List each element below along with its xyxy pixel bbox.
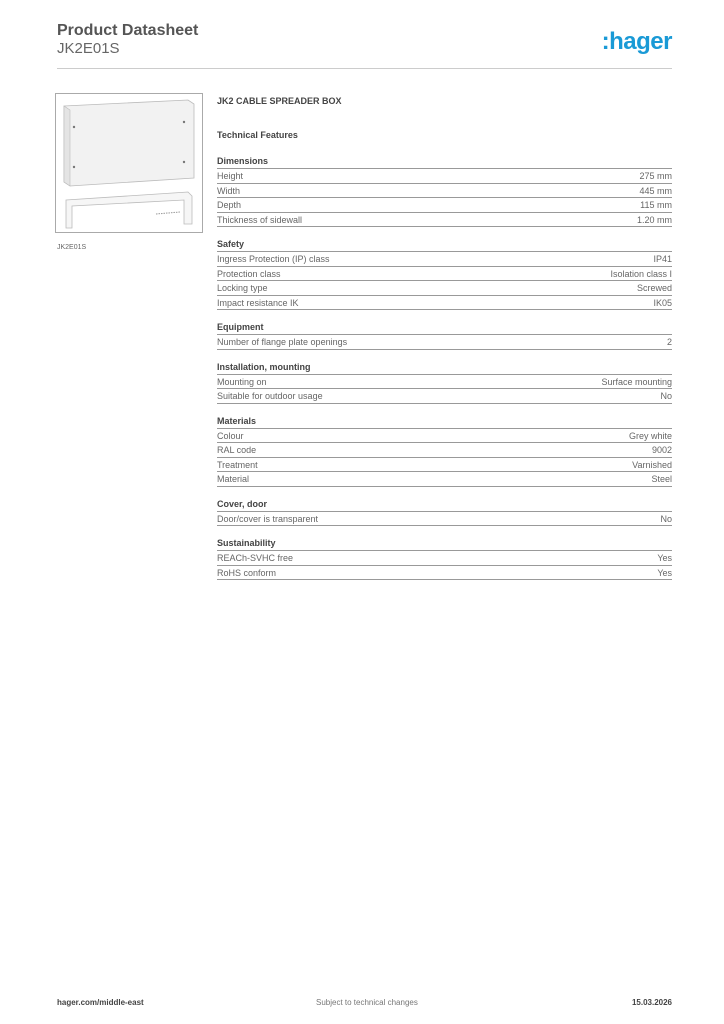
spec-value: Varnished — [632, 459, 672, 470]
spec-row — [217, 472, 672, 487]
spec-label: RAL code — [217, 445, 257, 455]
section-heading: Safety — [217, 238, 672, 252]
spec-row — [217, 389, 672, 404]
spec-label: Depth — [217, 200, 242, 210]
spec-label: Door/cover is transparent — [217, 513, 319, 524]
spec-row — [217, 267, 672, 282]
product-image — [55, 93, 203, 233]
header-divider — [57, 68, 672, 69]
section-heading: Sustainability — [217, 537, 672, 551]
spec-value: 2 — [666, 337, 672, 347]
spec-value: Grey white — [628, 430, 672, 441]
spec-value: Steel — [651, 474, 672, 484]
technical-content — [217, 96, 672, 580]
spec-row — [217, 375, 672, 390]
spec-label: RoHS conform — [217, 567, 277, 578]
spec-label: Suitable for outdoor usage — [217, 391, 323, 401]
spec-label: Height — [217, 171, 244, 181]
spec-value: 1.20 mm — [636, 214, 672, 225]
footer-website-link[interactable]: hager.com/middle-east — [57, 998, 144, 1007]
spec-row — [217, 443, 672, 458]
spec-row — [217, 458, 672, 473]
product-title: JK2 CABLE SPREADER BOX — [217, 96, 342, 106]
section-heading: Installation, mounting — [217, 361, 672, 375]
spec-label: Ingress Protection (IP) class — [217, 254, 330, 264]
footer-notice: Subject to technical changes — [316, 998, 418, 1007]
image-caption: JK2E01S — [57, 244, 87, 251]
spec-row — [217, 512, 672, 527]
spec-value: 275 mm — [639, 171, 672, 181]
spec-row — [217, 213, 672, 228]
spec-row — [217, 281, 672, 296]
section-heading: Materials — [217, 415, 672, 429]
spec-label: Material — [217, 474, 250, 484]
section-heading: Cover, door — [217, 498, 672, 512]
spec-value: Yes — [657, 567, 672, 578]
spec-label: Mounting on — [217, 376, 267, 387]
spec-label: Impact resistance IK — [217, 297, 299, 308]
header-title: Product Datasheet — [57, 22, 199, 39]
spec-label: REACh-SVHC free — [217, 553, 294, 563]
spec-value: 9002 — [651, 445, 672, 455]
spec-row — [217, 296, 672, 311]
spec-label: Number of flange plate openings — [217, 337, 348, 347]
spec-row — [217, 252, 672, 267]
spec-row — [217, 335, 672, 350]
spec-label: Width — [217, 185, 241, 196]
spec-value: Yes — [657, 553, 672, 563]
footer-date: 15.03.2026 — [631, 998, 672, 1007]
spec-label: Protection class — [217, 268, 281, 279]
spec-value: 445 mm — [639, 185, 672, 196]
spec-value: IP41 — [653, 254, 672, 264]
spec-value: 115 mm — [640, 200, 672, 210]
spec-value: Surface mounting — [601, 376, 672, 387]
spec-row — [217, 429, 672, 444]
spec-row — [217, 169, 672, 184]
spec-value: IK05 — [653, 297, 672, 308]
spec-label: Colour — [217, 430, 244, 441]
spec-row — [217, 184, 672, 199]
section-heading: Dimensions — [217, 155, 672, 169]
technical-features-heading: Technical Features — [217, 130, 298, 140]
spec-label: Treatment — [217, 459, 258, 470]
spec-value: Isolation class I — [610, 268, 672, 279]
spec-label: Locking type — [217, 283, 268, 293]
spec-row — [217, 198, 672, 213]
spec-value: Screwed — [636, 283, 672, 293]
product-code: JK2E01S — [57, 40, 120, 57]
hager-logo: :hager — [601, 28, 672, 55]
section-heading: Equipment — [217, 321, 672, 335]
spec-label: Thickness of sidewall — [217, 214, 303, 225]
spec-value: No — [660, 391, 672, 401]
spec-row — [217, 566, 672, 581]
spec-row — [217, 551, 672, 566]
spec-value: No — [660, 513, 672, 524]
